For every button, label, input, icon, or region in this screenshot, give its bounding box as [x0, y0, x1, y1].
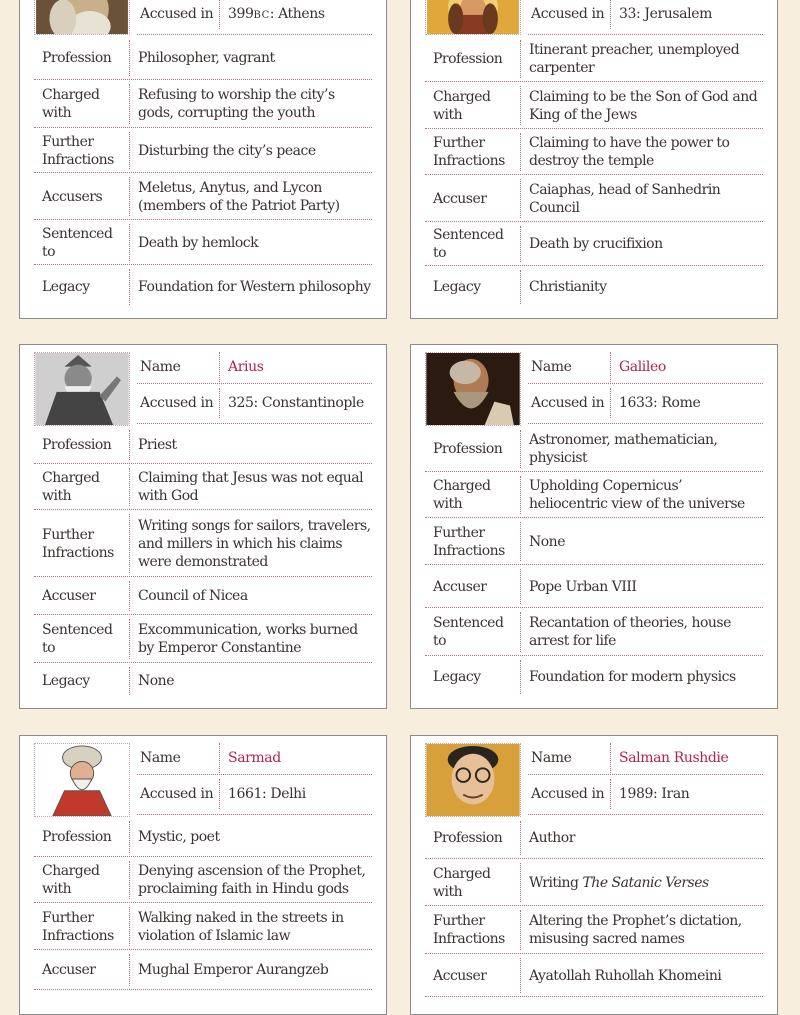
portrait-arius-icon	[34, 352, 130, 426]
accused-in-value: 399 BC : Athens	[228, 6, 325, 22]
name-value: Sarmad	[228, 750, 281, 766]
row-accuser	[34, 577, 372, 615]
accused-in-row	[528, 385, 763, 421]
accuser-value: Pope Urban VIII	[529, 578, 637, 595]
accused-in-row	[528, 776, 763, 812]
row-legacy	[34, 265, 372, 309]
accused-in-row	[137, 385, 372, 421]
accuser-label: Accuser	[42, 962, 96, 978]
name-row	[137, 740, 372, 776]
accused-in-row	[137, 776, 372, 812]
row-profession	[425, 817, 763, 859]
profession-value: Astronomer, mathematician, physicist	[529, 432, 718, 466]
row-charged-with	[34, 857, 372, 903]
row-profession	[34, 36, 372, 80]
sentenced-to-value: Recantation of theories, house arrest for life	[529, 615, 731, 649]
further-infractions-label: Further Infractions	[42, 526, 114, 561]
further-infractions-value: Altering the Prophet’s dictation, misusing sacred names	[529, 913, 742, 947]
profession-value: Priest	[138, 437, 177, 453]
portrait-rushdie-icon	[425, 743, 521, 817]
legacy-value: Foundation for Western philosophy	[138, 279, 371, 295]
sentenced-to-label: Sentenced to	[42, 225, 113, 260]
row-charged-with	[425, 472, 763, 518]
further-infractions-value: Writing songs for sailors, travelers, and millers in which his claims were demonstrated	[138, 517, 371, 570]
row-further-infractions	[34, 510, 372, 577]
charged-with-label: Charged with	[433, 478, 491, 512]
accuser-label: Accuser	[433, 190, 487, 207]
further-infractions-value: Disturbing the city’s peace	[138, 142, 316, 159]
row-profession	[34, 817, 372, 857]
sentenced-to-label: Sentenced to	[433, 227, 504, 261]
legacy-label: Legacy	[433, 669, 481, 685]
charged-with-label: Charged with	[42, 863, 100, 897]
profession-label: Profession	[42, 437, 112, 453]
charged-with-value: Claiming that Jesus was not equal with God	[138, 470, 364, 504]
accused-in-label: Accused in	[140, 6, 214, 22]
name-row	[528, 349, 763, 385]
accusers-label: Accusers	[42, 188, 103, 205]
row-sentenced-to	[425, 222, 763, 266]
row-further-infractions	[425, 518, 763, 565]
further-infractions-value: Claiming to have the power to destroy the temple	[529, 135, 730, 169]
profession-label: Profession	[42, 50, 112, 66]
legacy-label: Legacy	[42, 673, 90, 689]
profession-value: Author	[529, 830, 575, 846]
row-further-infractions	[425, 906, 763, 954]
sentenced-to-value: Excommunication, works burned by Emperor Constantine	[138, 622, 358, 656]
card-galileo	[410, 344, 778, 709]
accused-in-value: 325: Constantinople	[228, 395, 364, 411]
further-infractions-label: Further Infractions	[433, 913, 505, 947]
charged-with-value: Upholding Copernicus’ heliocentric view of the universe	[529, 478, 745, 512]
further-infractions-value: Walking naked in the streets in violation of Islamic law	[138, 909, 344, 944]
name-label: Name	[140, 750, 181, 766]
profession-value: Mystic, poet	[138, 829, 220, 845]
accused-in-value: 1633: Rome	[619, 395, 701, 411]
profession-value: Philosopher, vagrant	[138, 50, 275, 66]
charged-with-value: Claiming to be the Son of God and King of the Jews	[529, 88, 758, 123]
portrait-socrates-icon	[34, 0, 130, 35]
accuser-label: Accuser	[433, 967, 487, 984]
book-title: The Satanic Verses	[582, 874, 709, 891]
charged-with-value: Writing The Satanic Verses	[529, 874, 709, 891]
charged-with-label: Charged with	[433, 88, 491, 123]
accused-in-row	[528, 0, 763, 32]
accused-in-value: 33: Jerusalem	[619, 6, 712, 22]
accuser-label: Accuser	[433, 578, 487, 595]
card-arius	[19, 344, 387, 709]
further-infractions-label: Further Infractions	[433, 524, 505, 559]
accused-in-label: Accused in	[531, 786, 605, 802]
sentenced-to-label: Sentenced to	[42, 622, 113, 656]
row-further-infractions	[34, 128, 372, 173]
accused-in-value: 1661: Delhi	[228, 786, 306, 802]
accuser-value: Caiaphas, head of Sanhedrin Council	[529, 181, 721, 216]
legacy-value: Foundation for modern physics	[529, 669, 736, 685]
row-legacy	[425, 266, 763, 308]
legacy-label: Legacy	[42, 279, 90, 295]
profession-value: Itinerant preacher, unemployed carpenter	[529, 42, 740, 76]
portrait-galileo-icon	[425, 352, 521, 426]
row-sentenced-to	[425, 608, 763, 656]
card-socrates	[19, 0, 387, 319]
portrait-jesus-icon	[425, 0, 521, 35]
row-charged-with	[34, 464, 372, 510]
row-legacy	[425, 656, 763, 698]
profession-label: Profession	[42, 829, 112, 845]
accused-in-label: Accused in	[531, 6, 605, 22]
accuser-value: Mughal Emperor Aurangzeb	[138, 962, 329, 978]
charged-with-label: Charged with	[42, 470, 100, 504]
row-sentenced-to	[34, 615, 372, 663]
sentenced-to-value: Death by crucifixion	[529, 236, 663, 252]
further-infractions-value: None	[529, 533, 565, 550]
accuser-value: Council of Nicea	[138, 588, 248, 604]
name-row	[137, 349, 372, 385]
name-label: Name	[531, 359, 572, 375]
legacy-value: Christianity	[529, 279, 607, 295]
row-charged-with	[425, 82, 763, 129]
name-value: Arius	[228, 359, 264, 375]
profession-label: Profession	[433, 441, 503, 457]
row-accusers	[34, 173, 372, 220]
name-value: Galileo	[619, 359, 666, 375]
sentenced-to-label: Sentenced to	[433, 615, 504, 649]
row-profession	[425, 36, 763, 82]
charged-with-value: Refusing to worship the city’s gods, corrupting the youth	[138, 87, 335, 121]
row-profession	[425, 426, 763, 472]
charged-with-label: Charged with	[433, 865, 491, 900]
profession-label: Profession	[433, 830, 503, 846]
accusers-value: Meletus, Anytus, and Lycon (members of the Patriot Party)	[138, 179, 340, 214]
name-label: Name	[531, 750, 572, 766]
accused-in-value: 1989: Iran	[619, 786, 690, 802]
name-row	[528, 740, 763, 776]
row-sentenced-to	[34, 220, 372, 265]
accused-in-label: Accused in	[140, 786, 214, 802]
card-rushdie	[410, 735, 778, 1015]
row-further-infractions	[34, 903, 372, 950]
name-label: Name	[140, 359, 181, 375]
portrait-sarmad-icon	[34, 743, 130, 817]
row-charged-with	[425, 859, 763, 906]
era-small-caps: BC	[253, 9, 270, 21]
accuser-value: Ayatollah Ruhollah Khomeini	[529, 967, 722, 984]
accuser-label: Accuser	[42, 588, 96, 604]
further-infractions-label: Further Infractions	[42, 909, 114, 944]
accused-in-label: Accused in	[140, 395, 214, 411]
profession-label: Profession	[433, 51, 503, 67]
charged-with-label: Charged with	[42, 87, 100, 121]
row-accuser	[425, 565, 763, 608]
accused-in-label: Accused in	[531, 395, 605, 411]
accused-in-row	[137, 0, 372, 32]
card-sarmad	[19, 735, 387, 1015]
row-accuser	[425, 954, 763, 997]
legacy-value: None	[138, 673, 174, 689]
row-accuser	[425, 175, 763, 222]
row-further-infractions	[425, 129, 763, 175]
row-profession	[34, 426, 372, 464]
further-infractions-label: Further Infractions	[42, 133, 114, 168]
name-value: Salman Rushdie	[619, 750, 729, 766]
legacy-label: Legacy	[433, 279, 481, 295]
row-accuser	[34, 950, 372, 990]
sentenced-to-value: Death by hemlock	[138, 234, 259, 251]
row-charged-with	[34, 80, 372, 128]
row-legacy	[34, 663, 372, 699]
further-infractions-label: Further Infractions	[433, 135, 505, 169]
charged-with-value: Denying ascension of the Prophet, proclaiming faith in Hindu gods	[138, 863, 366, 897]
card-jesus	[410, 0, 778, 319]
